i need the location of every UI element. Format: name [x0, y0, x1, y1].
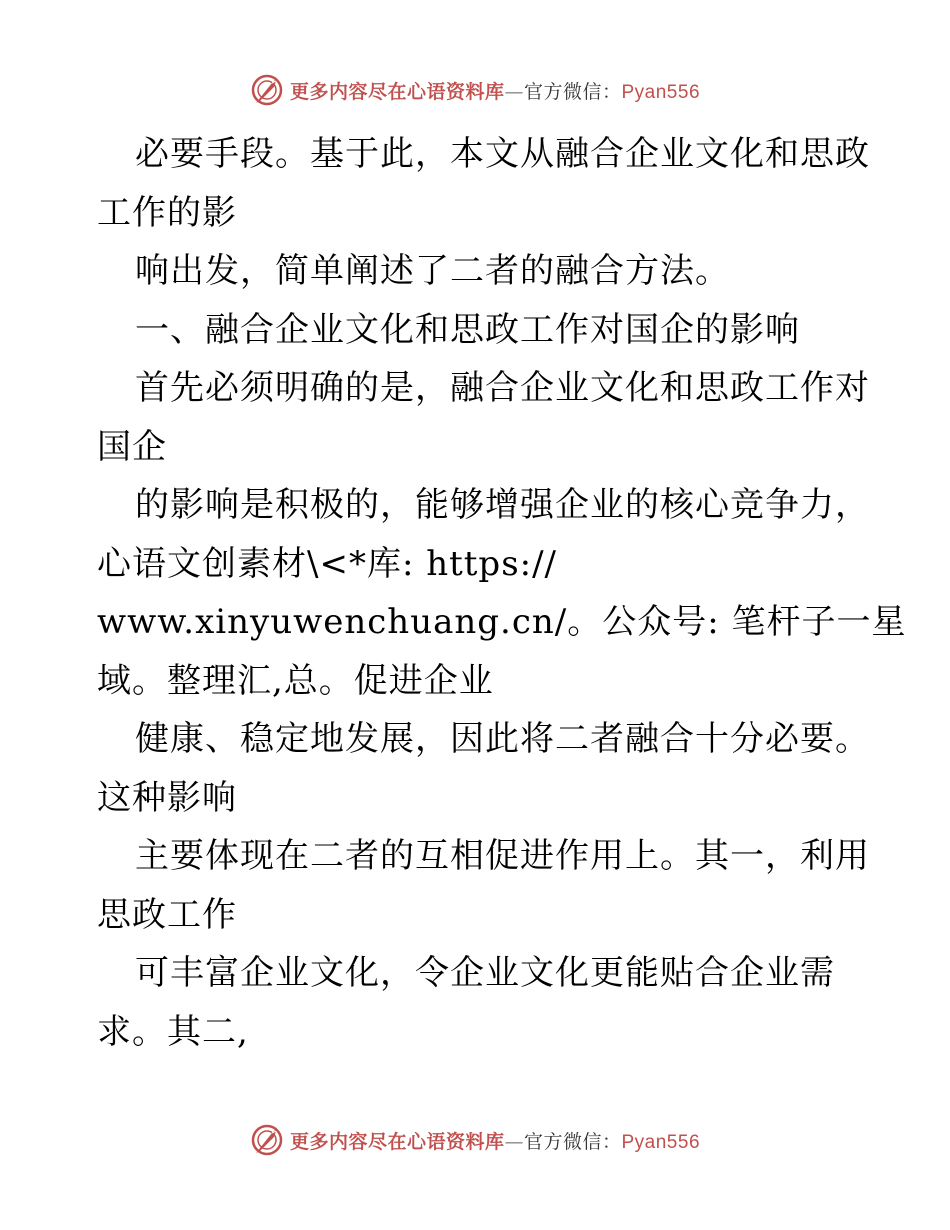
text-line: 健康、稳定地发展，因此将二者融合十分必要。	[135, 719, 870, 759]
text-line: 的影响是积极的，能够增强企业的核心竞争力，	[135, 485, 870, 525]
quill-pen-seal-icon	[250, 1123, 284, 1157]
text-line: 国企	[97, 426, 167, 467]
text-line: 响出发，简单阐述了二者的融合方法。	[135, 251, 730, 291]
text-line: 工作的影	[97, 192, 237, 233]
text-line: 可丰富企业文化，令企业文化更能贴合企业需	[135, 953, 835, 993]
text-line: 求。其二,	[97, 1011, 249, 1052]
text-line: 域。整理汇,总。促进企业	[97, 660, 494, 701]
text-line: 首先必须明确的是，融合企业文化和思政工作对	[135, 368, 870, 408]
text-line: 心语文创素材\<*库: https://	[97, 543, 558, 584]
banner-official-label: 官方微信：	[523, 80, 622, 103]
banner-brand: 更多内容尽在心语资料库	[289, 80, 505, 103]
banner-wechat-id: Pyan556	[621, 1131, 701, 1153]
text-line: 思政工作	[97, 894, 237, 935]
document-body	[97, 125, 907, 1061]
header-banner	[0, 70, 950, 110]
banner-text	[290, 77, 700, 104]
text-line: 主要体现在二者的互相促进作用上。其一，利用	[135, 836, 870, 876]
text-line: 一、融合企业文化和思政工作对国企的影响	[135, 309, 800, 350]
text-line: 必要手段。基于此，本文从融合企业文化和思政	[135, 134, 870, 174]
quill-pen-seal-icon	[250, 73, 284, 107]
banner-brand: 更多内容尽在心语资料库	[289, 1130, 505, 1153]
banner-text	[290, 1127, 700, 1154]
text-line: www.xinyuwenchuang.cn/。公众号: 笔杆子一星	[97, 602, 907, 642]
banner-official-label: 官方微信：	[523, 1130, 622, 1153]
banner-wechat-id: Pyan556	[621, 81, 701, 103]
text-line: 这种影响	[97, 777, 237, 818]
banner-dash: —	[504, 1130, 524, 1153]
banner-dash: —	[504, 80, 524, 103]
footer-banner	[0, 1120, 950, 1160]
